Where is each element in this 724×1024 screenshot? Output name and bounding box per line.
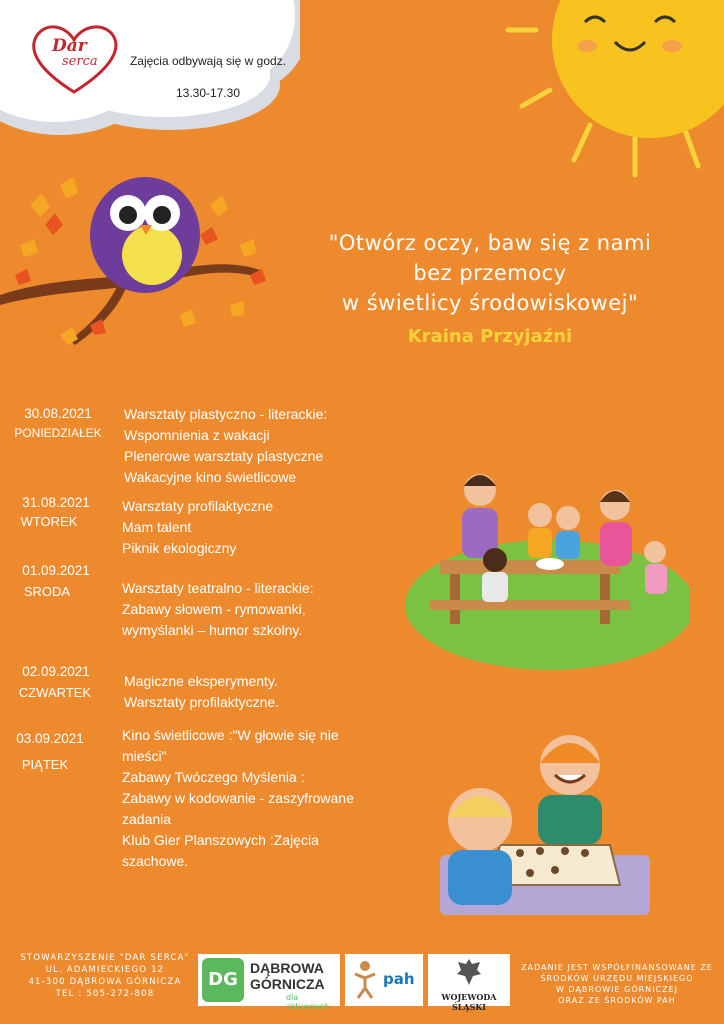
activity-item: Warsztaty profilaktyczne	[122, 498, 274, 514]
dg-line1: DĄBROWA	[250, 960, 324, 976]
date-2: 31.08.2021	[22, 495, 90, 510]
activity-item: Wakacyjne kino świetlicowe	[124, 469, 297, 485]
funding-line: ZADANIE JEST WSPÓŁFINANSOWANE ZE	[521, 963, 713, 972]
activity-item: Piknik ekologiczny	[122, 540, 237, 556]
title-line-2: bez przemocy	[413, 261, 567, 285]
funding-line: ORAZ ZE ŚRODKÓW PAH	[558, 996, 676, 1005]
activity-item: Warsztaty plastyczno - literackie:	[124, 406, 328, 422]
activity-item: Magiczne eksperymenty.	[124, 673, 278, 689]
pah-text: pah	[383, 970, 415, 988]
wojewoda-text: WOJEWODA ŚLĄSKI	[441, 992, 497, 1012]
person-icon	[351, 960, 379, 1000]
hours-label: Zajęcia odbywają się w godz.	[129, 54, 287, 68]
org-street: UL. ADAMIECKIEGO 12	[45, 965, 165, 975]
logo-text-serca: serca	[62, 54, 98, 69]
funding-note	[514, 962, 720, 1006]
sun-illustration	[500, 0, 724, 190]
activity-item: Zabawy słowem - rymowanki,	[122, 601, 306, 617]
day-2: WTOREK	[20, 514, 78, 529]
chess-kids-illustration	[420, 725, 670, 925]
activity-item: Kino świetlicowe :"W głowie się nie	[122, 727, 339, 743]
funding-line: ŚRODKÓW URZĘDU MIEJSKIEGO	[540, 974, 694, 983]
wojewoda-logo	[428, 954, 510, 1012]
activity-item: Zabawy Twóczego Myślenia :	[122, 769, 305, 785]
org-phone: TEL : 505-272-808	[55, 989, 155, 999]
day-1: PONIEDZIAŁEK	[14, 426, 102, 440]
activity-item: Klub Gier Planszowych :Zajęcia	[122, 832, 319, 848]
dg-tagline: dla aktywnych	[286, 993, 330, 1011]
organization-contact	[12, 952, 198, 1000]
activity-item: Warsztaty teatralno - literackie:	[122, 580, 314, 596]
activity-item: Wspomnienia z wakacji	[124, 427, 270, 443]
org-city: 41-300 DĄBROWA GÓRNICZA	[28, 977, 182, 987]
funding-line: W DĄBROWIE GÓRNICZEJ	[555, 985, 679, 994]
date-4: 02.09.2021	[22, 664, 90, 679]
picnic-family-illustration	[400, 460, 690, 680]
owl-branch-illustration	[0, 165, 285, 365]
activities-5	[122, 725, 392, 872]
activity-item: Zabawy w kodowanie - zaszyfrowane	[122, 790, 354, 806]
org-name: STOWARZYSZENIE "DAR SERCA"	[20, 953, 190, 963]
title-line-1: "Otwórz oczy, baw się z nami	[328, 231, 652, 255]
activities-4	[124, 671, 394, 713]
day-4: CZWARTEK	[18, 685, 92, 700]
event-title	[290, 228, 690, 318]
date-3: 01.09.2021	[22, 563, 90, 578]
date-1: 30.08.2021	[24, 406, 92, 421]
activities-1	[124, 404, 394, 488]
activities-2	[122, 496, 392, 559]
activity-item: Plenerowe warsztaty plastyczne	[124, 448, 324, 464]
event-subtitle: Kraina Przyjaźni	[407, 326, 573, 347]
title-line-3: w świetlicy środowiskowej"	[341, 291, 639, 315]
hours-time: 13.30-17.30	[175, 86, 241, 100]
dg-logo-mark: DG	[202, 958, 244, 1002]
activity-item: szachowe.	[122, 853, 189, 869]
logo-text-dar: Dar	[52, 36, 87, 56]
activity-item: wymyślanki – humor szkolny.	[122, 622, 303, 638]
dabrowa-gornicza-logo	[198, 954, 340, 1011]
date-5: 03.09.2021	[16, 731, 84, 746]
activity-item: Mam talent	[122, 519, 192, 535]
pah-logo	[345, 954, 423, 1006]
day-5: PIĄTEK	[21, 757, 69, 772]
activity-item: Warsztaty profilaktyczne.	[124, 694, 280, 710]
activity-item: zadania	[122, 811, 172, 827]
activity-item: mieści"	[122, 748, 167, 764]
eagle-emblem-icon	[456, 957, 482, 987]
dg-line2: GÓRNICZA	[250, 976, 325, 992]
activities-3	[122, 578, 392, 641]
day-3: SRODA	[23, 584, 71, 599]
